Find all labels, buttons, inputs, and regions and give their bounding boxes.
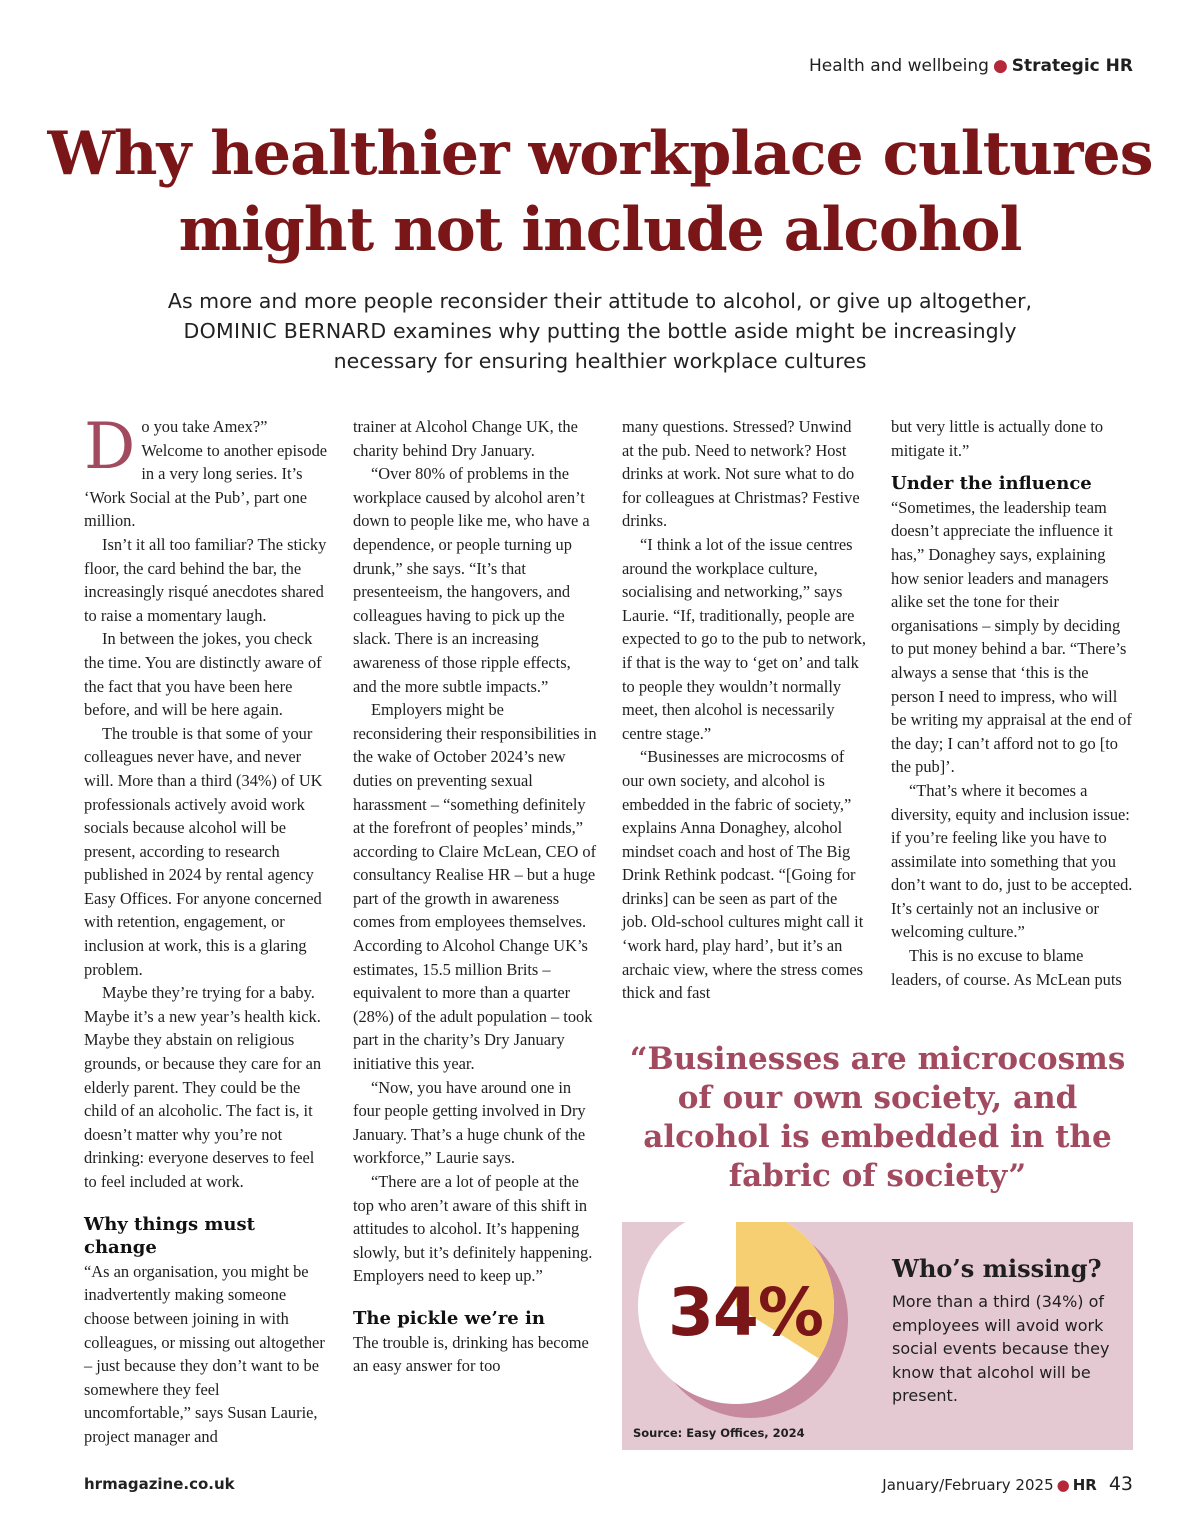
body-paragraph: “Now, you have around one in four people getting involved in Dry January. That’s a huge chunk of the workforce,” Laurie says. bbox=[353, 1077, 586, 1168]
stat-box bbox=[622, 1222, 1133, 1450]
drop-cap: D bbox=[84, 410, 136, 484]
bullet-dot-icon: ● bbox=[1056, 1476, 1070, 1494]
standfirst-line-2 bbox=[120, 316, 1080, 346]
body-paragraph: but very little is actually done to mitigate it.” bbox=[891, 417, 1104, 460]
section-label: Health and wellbeing bbox=[808, 56, 989, 76]
body-paragraph: “There are a lot of people at the top who aren’t aware of this shift in attitudes to alcohol. It’s happening slowly, but it’s definitely happening. Employers need to keep up.” bbox=[353, 1172, 593, 1286]
footer-issue bbox=[882, 1473, 1133, 1495]
body-paragraph: “That’s where it becomes a diversity, equity and inclusion issue: if you’re feeling like you have to assimilate into something that you don’t want to do, just to be accepted. It’s certainly not an inclusive or welcoming culture.” bbox=[891, 780, 1133, 942]
standfirst bbox=[120, 286, 1080, 376]
title-line-1: Why healthier workplace cultures bbox=[47, 119, 1153, 189]
body-paragraph: Maybe they’re trying for a baby. Maybe it’s a new year’s health kick. Maybe they abstain on religious grounds, or because they care for an elderly parent. They could be the child of an alcoholic. The fact is, it doesn’t matter why you’re not drinking: everyone deserves to feel to feel included at work. bbox=[84, 983, 322, 1191]
issue-date: January/February 2025 bbox=[882, 1476, 1054, 1494]
brand-label: HR bbox=[1072, 1476, 1097, 1494]
body-paragraph: “Sometimes, the leadership team doesn’t appreciate the influence it has,” Donaghey says, explaining how senior leaders and managers alike set the tone for their organisations – simply by deciding to put money behind a bar. “There’s always a sense that ‘this is the person I need to impress, who will be writing my appraisal at the end of the day; I can’t afford not to go [to the pub]’. bbox=[891, 497, 1132, 777]
article-column-1 bbox=[84, 410, 328, 1449]
footer-site: hrmagazine.co.uk bbox=[84, 1475, 235, 1493]
body-paragraph: trainer at Alcohol Change UK, the charity behind Dry January. bbox=[353, 417, 578, 460]
body-paragraph: many questions. Stressed? Unwind at the pub. Need to network? Host drinks at work. Not sure what to do for colleagues at Christmas? Festive drinks. bbox=[622, 417, 860, 531]
subheading: Under the influence bbox=[891, 473, 1092, 495]
standfirst-line-3: necessary for ensuring healthier workplace cultures bbox=[333, 349, 867, 373]
standfirst-line-2-text: examines why putting the bottle aside might be increasingly bbox=[386, 319, 1017, 343]
body-paragraph: “Over 80% of problems in the workplace caused by alcohol aren’t down to people like me, who have a dependence, or people turning up drunk,” she says. “It’s that presenteeism, the hangovers, and colleagues having to pick up the slack. There is an increasing awareness of those ripple effects, and the more subtle impacts.” bbox=[353, 464, 590, 696]
article-column-3 bbox=[622, 415, 866, 1005]
body-paragraph: “I think a lot of the issue centres around the workplace culture, socialising and networking,” says Laurie. “If, traditionally, people are expected to go to the pub to network, if that is the way to ‘get on’ and talk to people they wouldn’t normally meet, then alcohol is necessarily centre stage.” bbox=[622, 534, 866, 743]
body-paragraph: Isn’t it all too familiar? The sticky floor, the card behind the bar, the increasingly risqué anecdotes shared to raise a momentary laugh. bbox=[84, 534, 327, 625]
body-paragraph: The trouble is that some of your colleagues never have, and never will. More than a third (34%) of UK professionals actively avoid work socials because alcohol will be present, according to research published in 2024 by rental agency Easy Offices. For anyone concerned with retention, engagement, or inclusion at work, this is a glaring problem. bbox=[84, 723, 323, 979]
author-name: DOMINIC BERNARD bbox=[183, 319, 387, 343]
stat-box-title: Who’s missing? bbox=[892, 1254, 1102, 1283]
stat-box-text: More than a third (34%) of employees will avoid work social events because they know that alcohol will be present. bbox=[892, 1292, 1110, 1405]
body-paragraph: In between the jokes, you check the time. You are distinctly aware of the fact that you have been here before, and will be here again. bbox=[84, 629, 322, 720]
opening-paragraph bbox=[84, 410, 328, 533]
subheading: The pickle we’re in bbox=[353, 1307, 545, 1329]
category-label: Strategic HR bbox=[1011, 56, 1133, 76]
bullet-dot-icon: ● bbox=[992, 56, 1008, 76]
article-title bbox=[40, 116, 1160, 268]
body-paragraph: This is no excuse to blame leaders, of course. As McLean puts bbox=[891, 946, 1122, 989]
subheading: Why things must change bbox=[84, 1213, 255, 1259]
title-line-2: might not include alcohol bbox=[178, 195, 1022, 265]
body-paragraph: “Businesses are microcosms of our own society, and alcohol is embedded in the fabric of society,” explains Anna Donaghey, alcohol mindset coach and host of The Big Drink Rethink podcast. “[Going for drinks] can be seen as part of the job. Old-school cultures might call it ‘work hard, play hard’, but it’s an archaic view, where the stress comes thick and fast bbox=[622, 747, 864, 1003]
page-number: 43 bbox=[1108, 1473, 1133, 1495]
article-column-2 bbox=[353, 415, 597, 1378]
article-column-4 bbox=[891, 415, 1135, 991]
body-paragraph: The trouble is, drinking has become an easy answer for too bbox=[353, 1332, 589, 1376]
opening-paragraph-text: o you take Amex?” Welcome to another episode in a very long series. It’s ‘Work Social at the Pub’, part one million. bbox=[84, 417, 328, 531]
pull-quote: “Businesses are microcosms of our own society, and alcohol is embedded in the fabric of society” bbox=[629, 1041, 1126, 1194]
source-note: Source: Easy Offices, 2024 bbox=[633, 1426, 805, 1440]
body-paragraph: “As an organisation, you might be inadvertently making someone choose between joining in with colleagues, or missing out altogether – just because they don’t want to be somewhere they feel uncomfortable,” says Susan Laurie, project manager and bbox=[84, 1261, 325, 1446]
standfirst-line-1: As more and more people reconsider their attitude to alcohol, or give up altogether, bbox=[167, 289, 1033, 313]
section-header bbox=[809, 56, 1133, 76]
stat-value: 34% bbox=[668, 1274, 823, 1351]
body-paragraph: Employers might be reconsidering their responsibilities in the wake of October 2024’s new duties on preventing sexual harassment – “something definitely at the forefront of peoples’ minds,” according to Claire McLean, CEO of consultancy Realise HR – but a huge part of the growth in awareness comes from employees themselves. According to Alcohol Change UK’s estimates, 15.5 million Brits – equivalent to more than a quarter (28%) of the adult population – took part in the charity’s Dry January initiative this year. bbox=[353, 700, 597, 1074]
